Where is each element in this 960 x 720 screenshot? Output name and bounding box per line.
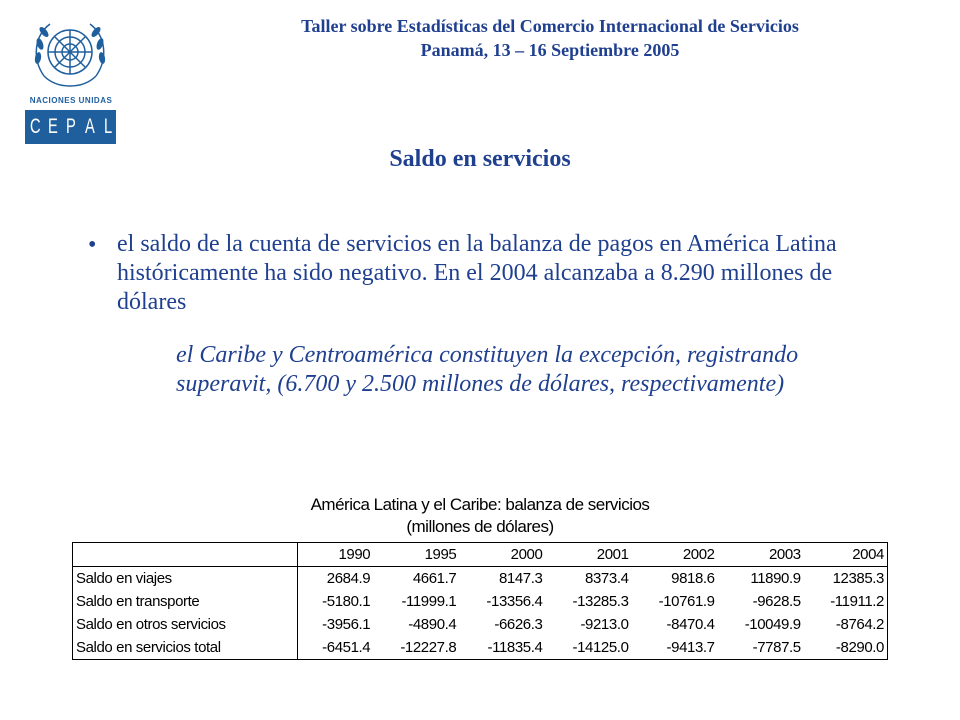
cepal-letter: L — [104, 115, 113, 138]
table-cell: -13285.3 — [572, 593, 629, 610]
column-header: 2003 — [718, 543, 804, 567]
table-title-block — [200, 494, 760, 538]
cepal-wordmark — [25, 110, 116, 144]
table-cell: -9413.7 — [666, 639, 715, 656]
row-label: Saldo en viajes — [73, 567, 298, 591]
table-cell: -8470.4 — [666, 616, 715, 633]
table-cell: 8147.3 — [498, 570, 543, 587]
table-cell: -6626.3 — [494, 616, 543, 633]
table-cell: -10761.9 — [658, 593, 715, 610]
table-cell: 8373.4 — [585, 570, 629, 587]
table-row — [73, 636, 888, 660]
table-cell: -11911.2 — [830, 593, 884, 610]
table-cell: -4890.4 — [408, 616, 457, 633]
table-cell: -9213.0 — [580, 616, 629, 633]
table-row — [73, 567, 888, 591]
table-subtitle: (millones de dólares) — [406, 517, 554, 536]
un-emblem-icon — [22, 14, 112, 94]
bullet-subtext: el Caribe y Centroamérica constituyen la excepción, registrando superavit, (6.700 y 2.500 millones de dólares, respectivamente) — [176, 342, 799, 397]
table-cell: -11835.4 — [487, 639, 543, 656]
table-cell: 9818.6 — [671, 570, 715, 587]
table-cell: -7787.5 — [752, 639, 801, 656]
slide-title: Saldo en servicios — [389, 146, 571, 172]
cepal-letter: A — [85, 115, 95, 138]
table-cell: 2684.9 — [326, 570, 371, 587]
table-cell: -10049.9 — [744, 616, 801, 633]
row-label: Saldo en transporte — [73, 590, 298, 613]
table-cell: -8290.0 — [835, 639, 884, 656]
table-cell: -3956.1 — [322, 616, 371, 633]
column-header: 2000 — [459, 543, 545, 567]
table-cell: -9628.5 — [752, 593, 801, 610]
header-line-2: Panamá, 13 – 16 Septiembre 2005 — [420, 40, 680, 60]
table-row — [73, 613, 888, 636]
row-label: Saldo en servicios total — [73, 636, 298, 660]
column-header: 2004 — [804, 543, 888, 567]
table-cell: -6451.4 — [322, 639, 371, 656]
table-cell: 12385.3 — [832, 570, 884, 587]
table-title: América Latina y el Caribe: balanza de servicios — [310, 495, 650, 514]
cepal-letter: E — [48, 115, 58, 138]
workshop-header — [160, 14, 940, 62]
table-row — [73, 590, 888, 613]
column-header: 2002 — [632, 543, 718, 567]
table-cell: -5180.1 — [322, 593, 371, 610]
column-header: 1995 — [373, 543, 459, 567]
bullet-marker: • — [88, 232, 97, 258]
bullet-text: el saldo de la cuenta de servicios en la balanza de pagos en América Latina históricamente ha sido negativo. En el 2004 alcanzaba a 8.290 millones de dólares — [117, 231, 837, 315]
table-cell: -11999.1 — [401, 593, 457, 610]
services-balance-table — [72, 542, 888, 660]
table-cell: -13356.4 — [486, 593, 543, 610]
table-cell: -8764.2 — [835, 616, 884, 633]
table-header-row — [73, 543, 888, 567]
header-line-1: Taller sobre Estadísticas del Comercio Internacional de Servicios — [301, 16, 799, 36]
column-header: 2001 — [545, 543, 631, 567]
cepal-letter: C — [30, 115, 41, 138]
table-cell: -12227.8 — [400, 639, 457, 656]
cepal-letter: P — [66, 115, 76, 138]
table-cell: 11890.9 — [750, 570, 801, 587]
column-header: 1990 — [298, 543, 374, 567]
un-label: NACIONES UNIDAS — [29, 96, 113, 105]
row-label: Saldo en otros servicios — [73, 613, 298, 636]
table-cell: 4661.7 — [412, 570, 457, 587]
table-cell: -14125.0 — [572, 639, 629, 656]
table-corner-cell — [73, 543, 298, 567]
